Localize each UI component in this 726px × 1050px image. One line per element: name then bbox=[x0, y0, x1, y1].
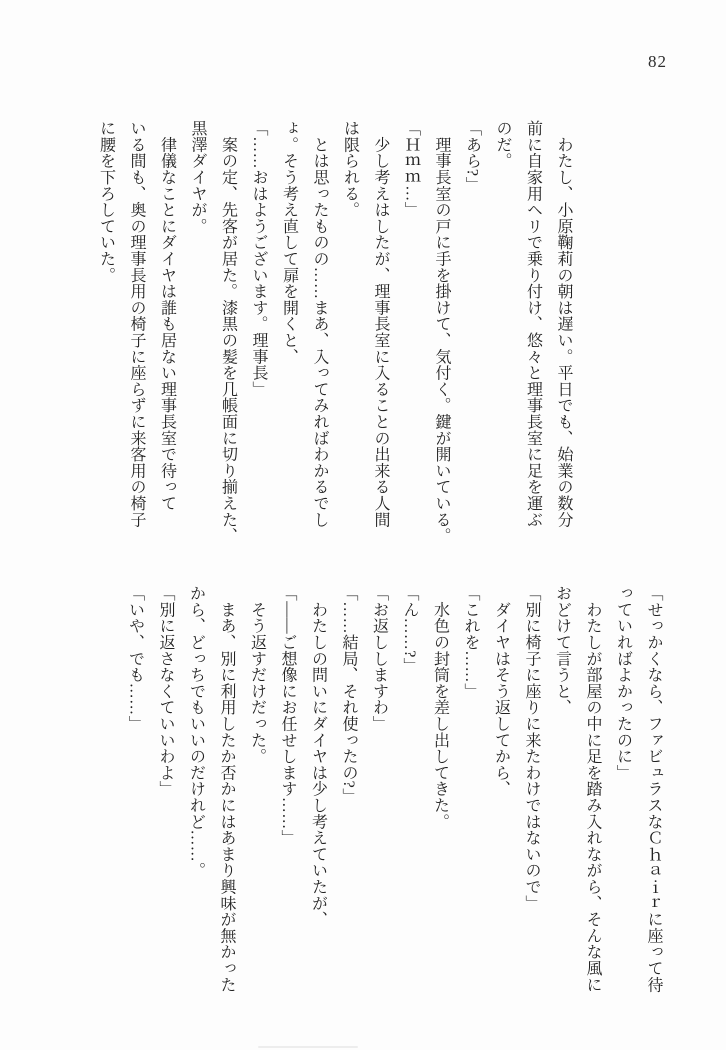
text-line: 律儀なことにダイヤは誰も居ない理事長室で待って bbox=[158, 120, 176, 512]
bottom-text-block bbox=[119, 585, 668, 1025]
text-line: おどけて言うと、 bbox=[553, 585, 571, 716]
text-line: 「ん……?」 bbox=[401, 585, 418, 674]
text-line: 案の定、先客が居た。漆黒の髪を几帳面に切り揃えた、 bbox=[219, 120, 237, 544]
text-line: ょ。そう考え直して扉を開くと、 bbox=[280, 120, 298, 365]
text-line: まあ、別に利用したか否かにはあまり興味が無かった bbox=[218, 585, 235, 993]
text-line: のだ。 bbox=[494, 120, 511, 169]
text-line: に腰を下ろしていた。 bbox=[97, 120, 115, 283]
text-line: は限られる。 bbox=[341, 120, 359, 218]
page-number: 82 bbox=[648, 52, 667, 71]
text-line: 水色の封筒を差し出してきた。 bbox=[431, 585, 449, 830]
text-line: 「Ｈｍｍ…」 bbox=[402, 120, 420, 218]
text-line: 理事長室の戸に手を掛けて、気付く。鍵が開いている。 bbox=[433, 120, 450, 544]
text-line: 少し考えはしたが、理事長室に入ることの出来る人間 bbox=[372, 120, 389, 528]
text-line: 「別に返さなくていいわよ」 bbox=[157, 585, 174, 797]
text-line: 前に自家用ヘリで乗り付け、悠々と理事長室に足を運ぶ bbox=[524, 120, 542, 528]
text-line: わたしが部屋の中に足を踏み入れながら、そんな風に bbox=[584, 585, 601, 993]
text-line: から、どっちでもいいのだけれど……。 bbox=[187, 585, 205, 879]
text-line: 「……おはようございます。理事長」 bbox=[250, 120, 267, 398]
text-line: 「――ご想像にお任せします……」 bbox=[279, 585, 296, 846]
text-line: 「せっかくなら、ファビュラスなＣｈａｉｒに座って待 bbox=[645, 585, 662, 993]
text-line: いる間も、奥の理事長用の椅子に座らずに来客用の椅子 bbox=[128, 120, 145, 528]
top-text-block bbox=[90, 120, 578, 560]
text-line: とは思ったものの……まあ、入ってみればわかるでし bbox=[311, 120, 328, 528]
scan-artifact-line bbox=[258, 1046, 358, 1048]
text-line: わたし、小原鞠莉の朝は遅い。平日でも、始業の数分 bbox=[555, 120, 572, 528]
text-line: そう返すだけだった。 bbox=[248, 585, 266, 765]
text-line: 「いや、でも……」 bbox=[126, 585, 144, 732]
text-line: 「あら?」 bbox=[463, 120, 481, 193]
text-line: 黒澤ダイヤが。 bbox=[189, 120, 206, 235]
text-line: 「……結局、それ使ったの?」 bbox=[340, 585, 357, 805]
text-line: わたしの問いにダイヤは少し考えていたが、 bbox=[309, 585, 327, 928]
text-line: 「これを……」 bbox=[462, 585, 479, 700]
text-line: 「別に椅子に座りに来たわけではないので」 bbox=[523, 585, 540, 911]
text-line: 「お返ししますわ」 bbox=[370, 585, 388, 732]
text-line: っていればよかったのに」 bbox=[614, 585, 632, 781]
text-line: ダイヤはそう返してから、 bbox=[492, 585, 510, 797]
